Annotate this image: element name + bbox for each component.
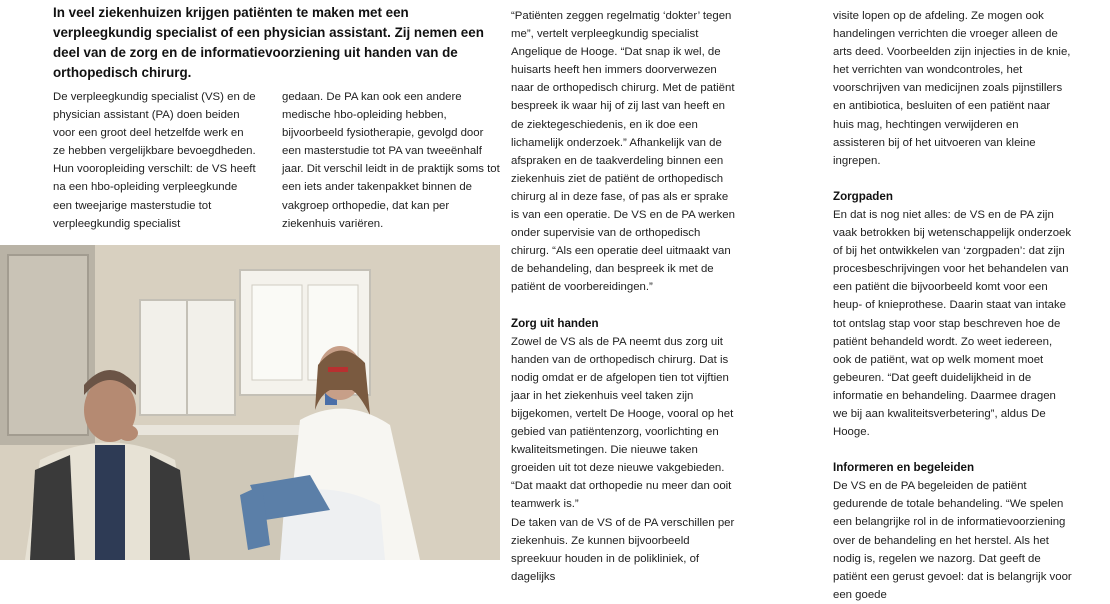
column-3-paragraph-2: Zowel de VS als de PA neemt dus zorg uit handen van de orthopedisch chirurg. Dat is nodig omdat er de afgelopen tien tot vijftien jaar in het ziekenhuis veel taken zijn bijgekomen, vertelt De Hooge, vooral op het gebied van patiëntenzorg, voorlichting en kwaliteitsmetingen. Die nieuwe taken groeiden uit tot deze nieuwe vakgebieden. “Dat maakt dat orthopedie nu meer dan ooit teamwerk is.” <box>511 335 734 511</box>
column-3-paragraph-3: De taken van de VS of de PA verschillen per ziekenhuis. Ze kunnen bijvoorbeeld spreekuur houden in de polikliniek, of dagelijks <box>511 516 735 583</box>
column-1-paragraph: De verpleegkundig specialist (VS) en de physician assistant (PA) doen beiden voor een groot deel hetzelfde werk en ze hebben vergelijkbare bevoegdheden. Hun vooropleiding verschilt: de VS heeft na een hbo-opleiding verpleegkunde een tweejarige masterstudie tot verpleegkundig specialist <box>53 91 256 230</box>
consultation-photo-illustration <box>0 245 500 560</box>
article-photo <box>0 245 500 560</box>
article-intro: In veel ziekenhuizen krijgen patiënten te maken met een verpleegkundig specialist of een physician assistant. Zij nemen een deel van de zorg en de informatievoorziening uit handen van de orthopedisch chirurg. <box>53 5 484 80</box>
heading-zorg-uit-handen: Zorg uit handen <box>511 316 599 330</box>
article-column-4 <box>833 7 1073 604</box>
heading-zorgpaden: Zorgpaden <box>833 189 893 203</box>
column-3-paragraph-1: “Patiënten zeggen regelmatig ‘dokter’ tegen me”, vertelt verpleegkundig specialist Angelique de Hooge. “Dat snap ik wel, de huisarts heeft hen immers doorverwezen naar de orthopedisch chirurg. Met de patiënt bespreek ik waar hij of zij last van heeft en de ziektegeschiedenis, en ik doe een lichamelijk onderzoek.” Afhankelijk van de afspraken en de taakverdeling binnen een ziekenhuis ziet de patiënt de orthopedisch chirurg al in deze fase, of pas als er sprake is van een operatie. De VS en de PA werken onder supervisie van de orthopedisch chirurg. “Als een operatie deel uitmaakt van de behandeling, dan bespreek ik met de patiënt de voorbereidingen.” <box>511 10 735 294</box>
heading-informeren-en-begeleiden: Informeren en begeleiden <box>833 461 975 475</box>
column-2-paragraph: gedaan. De PA kan ook een andere medische hbo-opleiding hebben, bijvoorbeeld fysiotherapie, gevolgd door een masterstudie tot PA van tweeënhalf jaar. Dit verschil leidt in de praktijk soms tot een iets ander takenpakket binnen de vakgroep orthopedie, dat kan per ziekenhuis variëren. <box>282 91 500 230</box>
article-column-1 <box>53 88 258 233</box>
article-column-3 <box>511 7 736 586</box>
column-4-paragraph-2: En dat is nog niet alles: de VS en de PA zijn vaak betrokken bij wetenschappelijk onderzoek of bij het ontwikkelen van ‘zorgpaden’: dat zijn procesbeschrijvingen voor het behandelen van een patiënt die bijvoorbeeld komt voor een heup- of knieprothese. Daarin staat van intake tot ontslag stap voor stap beschreven hoe de patiënt behandeld wordt. Zo weet iedereen, ook de patiënt, wat op welk moment moet gebeuren. “Dat geeft duidelijkheid in de informatie en behandeling. Daarmee dragen we bij aan kwaliteitsverbetering”, aldus De Hooge. <box>833 208 1072 439</box>
column-4-paragraph-1: visite lopen op de afdeling. Ze mogen ook handelingen verrichten die vroeger alleen de arts deed. Voorbeelden zijn injecties in de knie, het verrichten van wondcontroles, het voorschrijven van medicijnen zoals pijnstillers en antibiotica, besluiten of een patiënt naar huis mag, hechtingen verwijderen en assisteren bij of het uitvoeren van kleine ingrepen. <box>833 10 1071 167</box>
article-column-2 <box>282 88 504 233</box>
column-4-paragraph-3: De VS en de PA begeleiden de patiënt gedurende de totale behandeling. “We spelen een belangrijke rol in de informatievoorziening over de behandeling en het herstel. Als het nodig is, regelen we nazorg. Dat geeft de patiënt een gerust gevoel: dat is belangrijk voor een goede <box>833 480 1072 601</box>
